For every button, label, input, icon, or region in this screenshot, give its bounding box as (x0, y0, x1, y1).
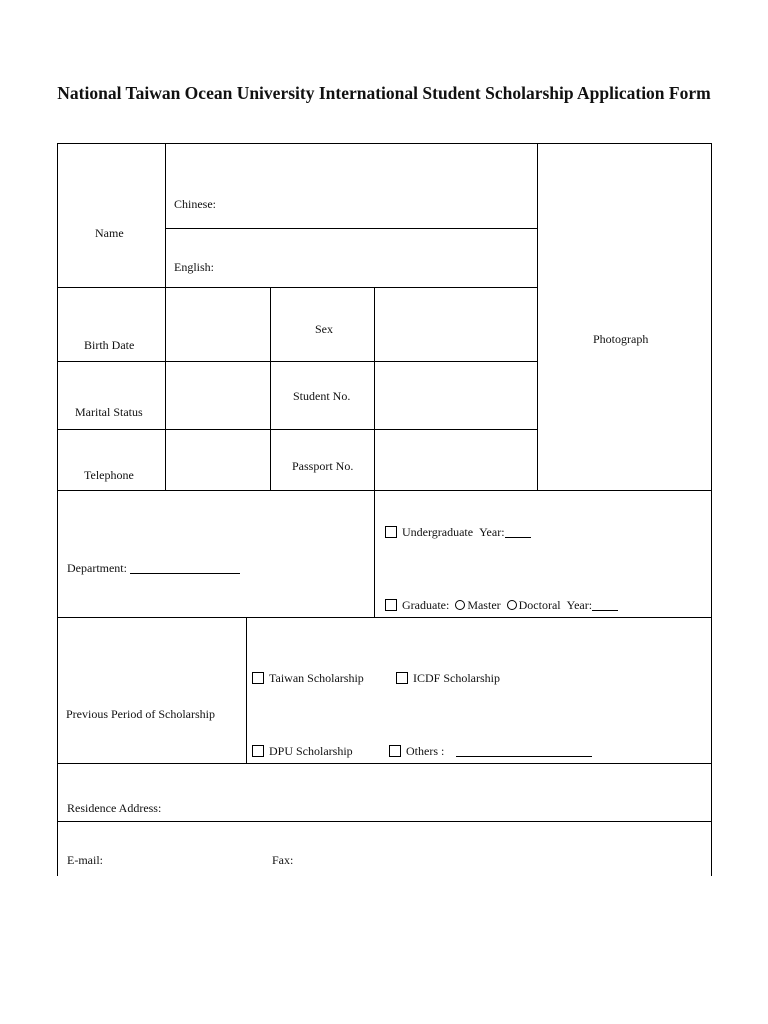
passport-no-label: Passport No. (292, 459, 354, 473)
icdf-scholarship-option[interactable] (396, 671, 500, 685)
row-divider-contact (57, 821, 712, 822)
row-divider-birth (57, 287, 537, 288)
others-label: Others : (406, 744, 445, 758)
fax-field[interactable] (272, 853, 293, 867)
previous-period-label: Previous Period of Scholarship (66, 707, 215, 721)
graduate-checkbox[interactable] (385, 599, 397, 611)
photograph-box[interactable] (593, 332, 648, 346)
taiwan-scholarship-checkbox[interactable] (252, 672, 264, 684)
marital-status-label: Marital Status (75, 405, 143, 419)
department-blank (130, 562, 240, 574)
chinese-name-label: Chinese: (174, 197, 216, 211)
undergraduate-checkbox[interactable] (385, 526, 397, 538)
icdf-scholarship-checkbox[interactable] (396, 672, 408, 684)
fax-label: Fax: (272, 853, 294, 867)
master-label: Master (467, 598, 501, 612)
others-checkbox[interactable] (389, 745, 401, 757)
graduate-label: Graduate: (402, 598, 450, 612)
others-option[interactable] (389, 744, 592, 758)
graduate-option[interactable] (385, 598, 618, 612)
graduate-year-blank (592, 599, 618, 611)
table-right-border (711, 143, 712, 876)
dpu-scholarship-checkbox[interactable] (252, 745, 264, 757)
dpu-scholarship-option[interactable] (252, 744, 353, 758)
icdf-scholarship-label: ICDF Scholarship (413, 671, 500, 685)
department-label: Department: (67, 561, 127, 575)
graduate-year-label: Year: (566, 598, 593, 612)
photo-column-divider (537, 143, 538, 490)
undergraduate-option[interactable] (385, 525, 531, 539)
taiwan-scholarship-option[interactable] (252, 671, 364, 685)
form-title: National Taiwan Ocean University International Student Scholarship Application Form (57, 83, 711, 103)
table-left-border (57, 143, 58, 876)
department-field[interactable] (67, 561, 240, 575)
student-no-label: Student No. (293, 389, 351, 403)
birth-date-label: Birth Date (84, 338, 135, 352)
dpu-scholarship-label: DPU Scholarship (269, 744, 353, 758)
residence-address-label: Residence Address: (67, 801, 162, 815)
others-blank[interactable] (456, 745, 592, 757)
label-column-divider (165, 143, 166, 490)
doctoral-label: Doctoral (518, 598, 561, 612)
undergraduate-year-label: Year: (479, 525, 505, 539)
telephone-label: Telephone (84, 468, 134, 482)
row-divider-department (57, 490, 712, 491)
row-divider-address (57, 763, 712, 764)
undergraduate-label: Undergraduate (402, 525, 474, 539)
scholarship-column-divider (246, 617, 247, 763)
email-field[interactable] (67, 853, 103, 867)
table-top-border (57, 143, 712, 144)
undergraduate-year-blank (505, 526, 531, 538)
english-name-label: English: (174, 260, 215, 274)
master-radio[interactable] (455, 600, 465, 610)
sex-label: Sex (315, 322, 333, 336)
email-label: E-mail: (67, 853, 103, 867)
value-column-divider (270, 287, 271, 490)
doctoral-radio[interactable] (507, 600, 517, 610)
photograph-label: Photograph (593, 332, 649, 346)
name-label: Name (95, 226, 124, 240)
chinese-name-field[interactable] (174, 197, 216, 211)
taiwan-scholarship-label: Taiwan Scholarship (269, 671, 364, 685)
residence-address-field[interactable] (67, 801, 161, 815)
row-divider-scholarship (57, 617, 712, 618)
row-divider-telephone (57, 429, 537, 430)
english-name-field[interactable] (174, 260, 214, 274)
name-row-divider (165, 228, 537, 229)
row-divider-marital (57, 361, 537, 362)
label2-column-divider (374, 287, 375, 617)
